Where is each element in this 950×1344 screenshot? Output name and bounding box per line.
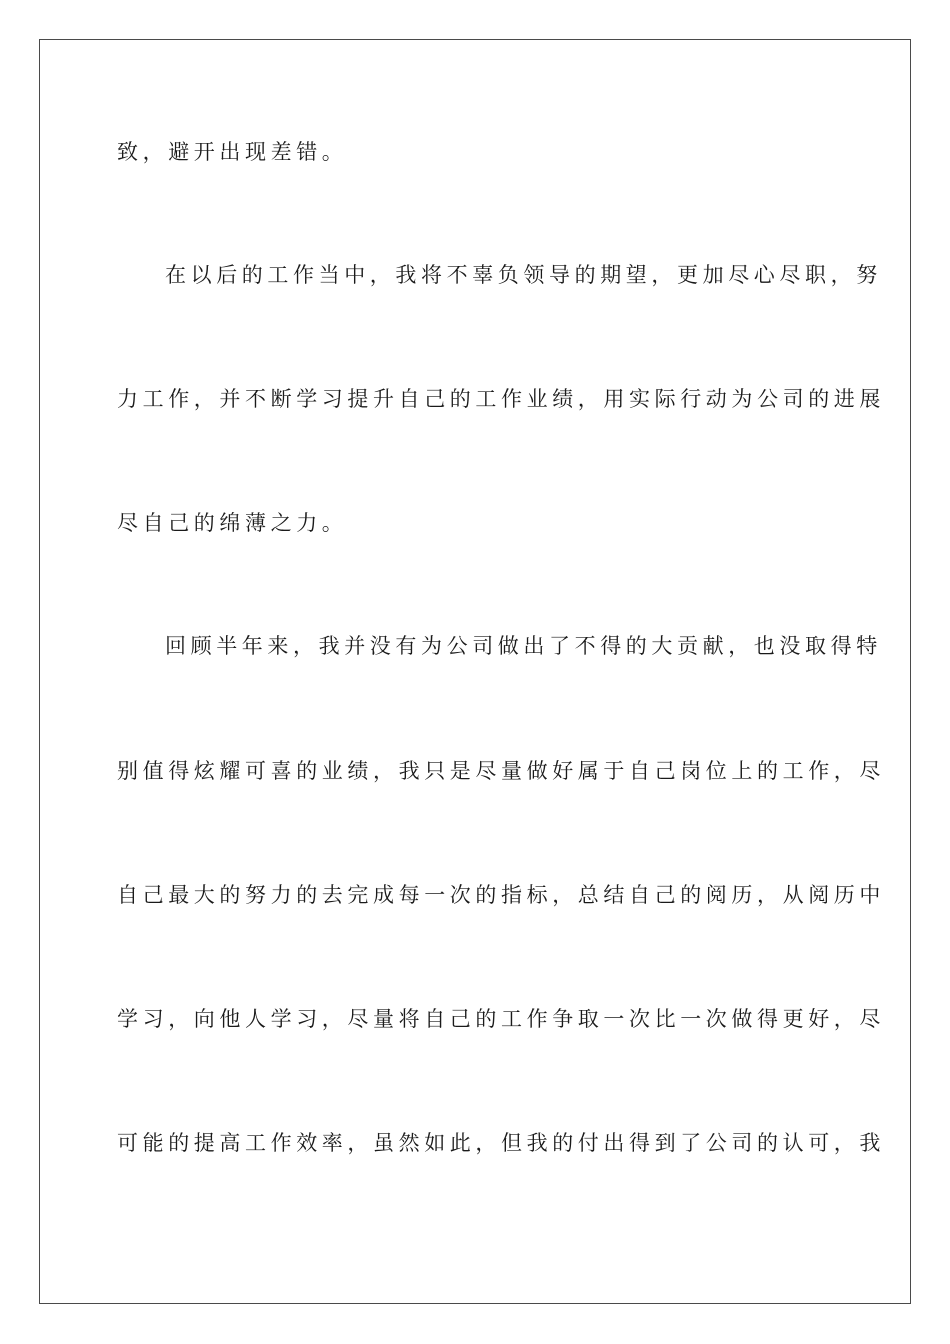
- text-line-6: 别值得炫耀可喜的业绩，我只是尽量做好属于自己岗位上的工作，尽: [117, 759, 885, 783]
- text-line-7: 自己最大的努力的去完成每一次的指标，总结自己的阅历，从阅历中: [117, 883, 885, 907]
- text-line-4: 尽自己的绵薄之力。: [117, 511, 348, 535]
- text-line-1: 致，避开出现差错。: [117, 140, 348, 164]
- paragraph-start-line-5: 回顾半年来，我并没有为公司做出了不得的大贡献，也没取得特: [165, 634, 882, 658]
- paragraph-start-line-2: 在以后的工作当中，我将不辜负领导的期望，更加尽心尽职，努: [165, 263, 882, 287]
- text-line-8: 学习，向他人学习，尽量将自己的工作争取一次比一次做得更好，尽: [117, 1007, 885, 1031]
- page-border: [39, 39, 911, 1304]
- text-line-9: 可能的提高工作效率，虽然如此，但我的付出得到了公司的认可，我: [117, 1131, 885, 1155]
- text-line-3: 力工作，并不断学习提升自己的工作业绩，用实际行动为公司的进展: [117, 387, 885, 411]
